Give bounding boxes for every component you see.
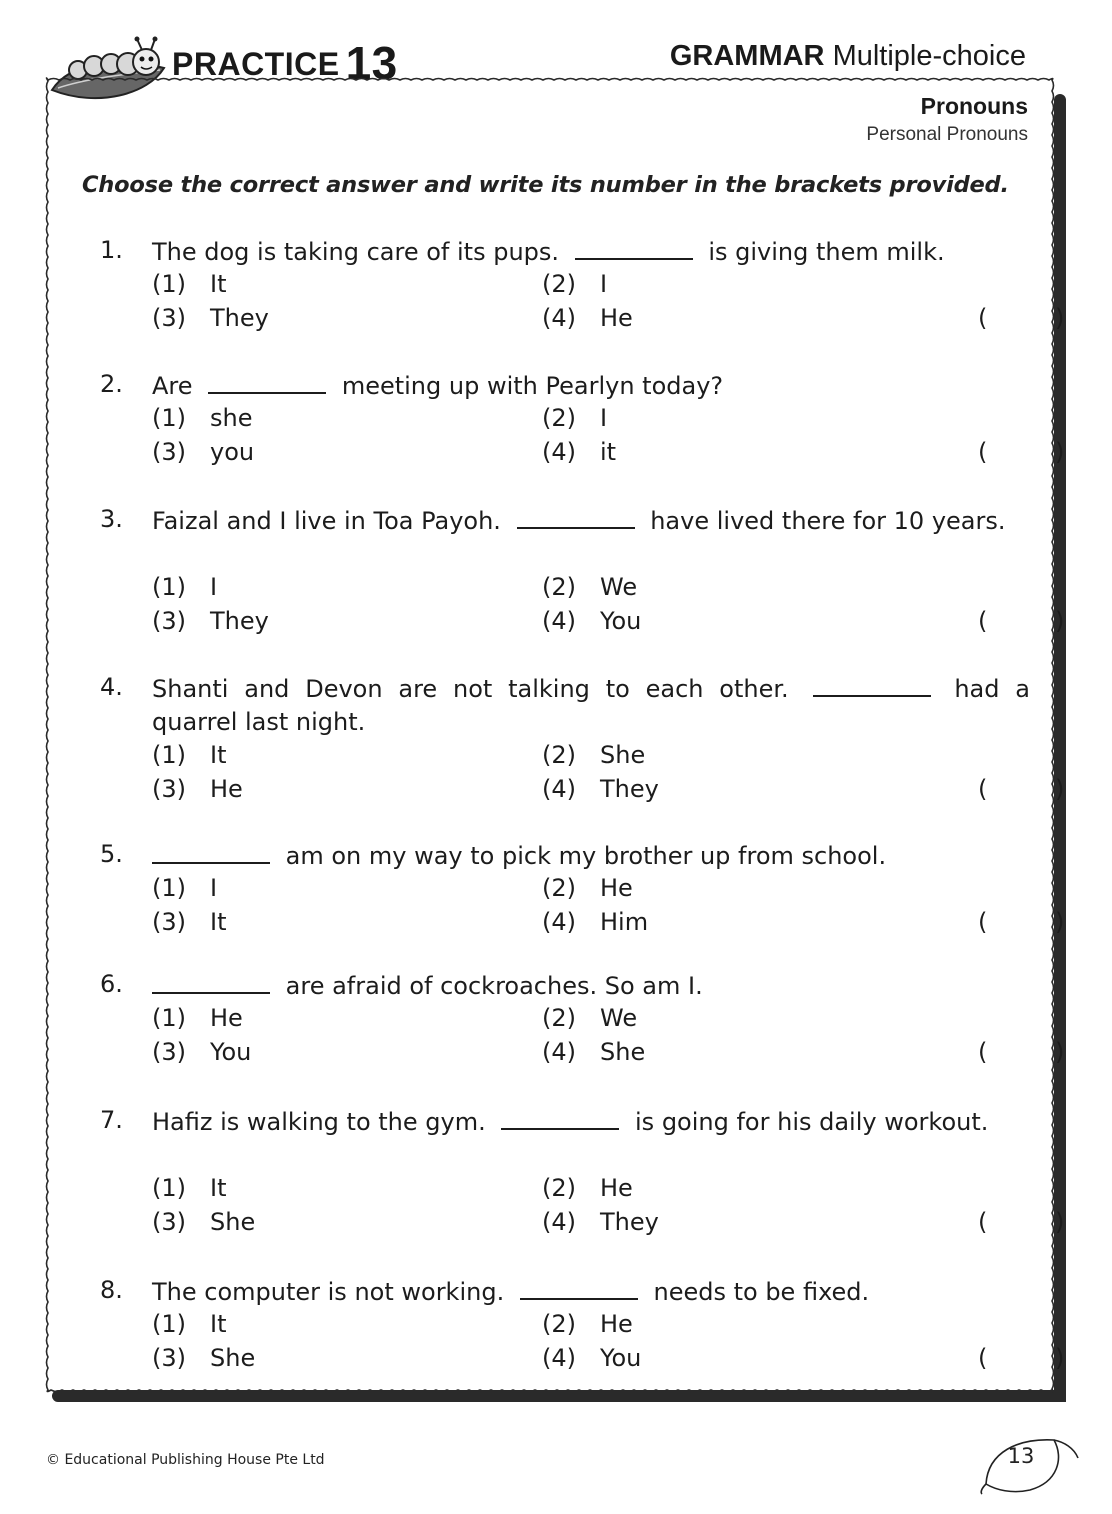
option-text: We: [600, 1004, 638, 1032]
option-number: (1): [152, 270, 186, 298]
question-text-before: Faizal and I live in Toa Payoh.: [152, 507, 501, 535]
answer-bracket[interactable]: ( ): [978, 1344, 1065, 1372]
option-text: You: [210, 1038, 252, 1066]
option-4: [542, 1208, 659, 1236]
option-4: [542, 1038, 645, 1066]
option-4: [542, 775, 659, 803]
option-text: she: [210, 404, 253, 432]
question-text-after: is going for his daily workout.: [635, 1108, 989, 1136]
option-2: [542, 1004, 637, 1032]
option-number: (4): [542, 607, 576, 635]
answer-blank[interactable]: [520, 1280, 638, 1300]
question-text-before: Hafiz is walking to the gym.: [152, 1108, 486, 1136]
question-number: 7.: [100, 1106, 123, 1134]
option-number: (4): [542, 775, 576, 803]
question-text: [152, 970, 1030, 1003]
option-text: It: [210, 741, 227, 769]
option-text: You: [600, 607, 642, 635]
answer-bracket[interactable]: ( ): [978, 1208, 1065, 1236]
option-number: (1): [152, 741, 186, 769]
question-text-after: needs to be fixed.: [653, 1278, 870, 1306]
question-text-before: Shanti and Devon are not talking to each other.: [152, 675, 789, 703]
topic-subtitle: Personal Pronouns: [866, 124, 1028, 145]
answer-bracket[interactable]: ( ): [978, 304, 1065, 332]
option-number: (3): [152, 1208, 186, 1236]
question-text-before: Are: [152, 372, 193, 400]
option-1: [152, 1310, 227, 1338]
option-1: [152, 270, 227, 298]
option-number: (2): [542, 1174, 576, 1202]
option-number: (3): [152, 438, 186, 466]
practice-title: PRACTICE 13: [172, 37, 398, 89]
option-3: [152, 304, 269, 332]
question-text-after: am on my way to pick my brother up from school.: [285, 842, 887, 870]
option-4: [542, 304, 633, 332]
option-text: I: [600, 404, 608, 432]
option-2: [542, 874, 633, 902]
question-text-before: The computer is not working.: [152, 1278, 505, 1306]
question-number: 3.: [100, 505, 123, 533]
answer-blank[interactable]: [575, 240, 693, 260]
option-text: They: [210, 607, 269, 635]
option-number: (1): [152, 1310, 186, 1338]
answer-bracket[interactable]: ( ): [978, 908, 1065, 936]
option-number: (1): [152, 1004, 186, 1032]
option-2: [542, 573, 637, 601]
section-title: GRAMMAR Multiple-choice: [669, 40, 1026, 72]
option-3: [152, 607, 269, 635]
practice-number: 13: [345, 37, 398, 89]
option-text: Him: [600, 908, 649, 936]
question-text: [152, 673, 1030, 739]
option-number: (3): [152, 1344, 186, 1372]
instruction-text: Choose the correct answer and write its number in the brackets provided.: [82, 172, 1009, 198]
option-text: you: [210, 438, 255, 466]
option-number: (2): [542, 1310, 576, 1338]
option-number: (4): [542, 1038, 576, 1066]
option-text: They: [210, 304, 269, 332]
copyright-notice: © Educational Publishing House Pte Ltd: [46, 1452, 325, 1468]
option-text: He: [600, 1174, 633, 1202]
question-text: [152, 840, 1030, 873]
option-text: He: [600, 874, 633, 902]
question-number: 1.: [100, 236, 123, 264]
answer-bracket[interactable]: ( ): [978, 607, 1065, 635]
option-number: (4): [542, 1208, 576, 1236]
option-4: [542, 438, 616, 466]
option-2: [542, 1174, 633, 1202]
answer-bracket[interactable]: ( ): [978, 1038, 1065, 1066]
option-text: He: [600, 304, 633, 332]
option-text: I: [600, 270, 608, 298]
question-text-after: have lived there for 10 years.: [650, 507, 1006, 535]
option-text: I: [210, 573, 218, 601]
option-text: It: [210, 1174, 227, 1202]
option-number: (2): [542, 874, 576, 902]
question-number: 5.: [100, 840, 123, 868]
answer-bracket[interactable]: ( ): [978, 438, 1065, 466]
option-text: She: [210, 1208, 256, 1236]
question-text-after: is giving them milk.: [708, 238, 945, 266]
option-4: [542, 1344, 641, 1372]
option-3: [152, 1208, 255, 1236]
option-number: (3): [152, 607, 186, 635]
option-text: it: [600, 438, 617, 466]
option-number: (2): [542, 1004, 576, 1032]
option-1: [152, 1174, 227, 1202]
option-number: (2): [542, 404, 576, 432]
option-4: [542, 607, 641, 635]
option-1: [152, 404, 252, 432]
option-3: [152, 1344, 255, 1372]
option-number: (4): [542, 1344, 576, 1372]
option-1: [152, 1004, 243, 1032]
question-text-after: had a quarrel last night.: [152, 675, 1030, 736]
option-number: (1): [152, 573, 186, 601]
option-text: She: [210, 1344, 256, 1372]
option-number: (3): [152, 1038, 186, 1066]
option-number: (2): [542, 741, 576, 769]
option-text: I: [210, 874, 218, 902]
option-1: [152, 573, 217, 601]
answer-blank[interactable]: [501, 1110, 619, 1130]
question-text: [152, 505, 1030, 538]
question-number: 8.: [100, 1276, 123, 1304]
question-text-after: meeting up with Pearlyn today?: [341, 372, 724, 400]
option-3: [152, 1038, 251, 1066]
option-1: [152, 874, 217, 902]
answer-bracket[interactable]: ( ): [978, 775, 1065, 803]
option-text: He: [210, 1004, 243, 1032]
option-2: [542, 741, 645, 769]
question-text-after: are afraid of cockroaches. So am I.: [285, 972, 703, 1000]
question-text: [152, 370, 1030, 403]
answer-blank[interactable]: [152, 974, 270, 994]
option-3: [152, 908, 227, 936]
option-text: He: [210, 775, 243, 803]
option-2: [542, 270, 607, 298]
option-number: (4): [542, 304, 576, 332]
answer-blank[interactable]: [208, 374, 326, 394]
topic-heading: [866, 93, 1028, 146]
option-text: You: [600, 1344, 642, 1372]
answer-blank[interactable]: [813, 677, 931, 697]
option-number: (1): [152, 404, 186, 432]
option-text: They: [600, 775, 659, 803]
answer-blank[interactable]: [517, 509, 635, 529]
question-text: [152, 236, 1030, 269]
option-3: [152, 775, 243, 803]
option-number: (1): [152, 1174, 186, 1202]
option-2: [542, 1310, 633, 1338]
option-text: We: [600, 573, 638, 601]
option-number: (2): [542, 573, 576, 601]
option-text: She: [600, 741, 646, 769]
option-text: It: [210, 270, 227, 298]
question-number: 2.: [100, 370, 123, 398]
page-number: 13: [1007, 1444, 1035, 1468]
option-text: It: [210, 908, 227, 936]
option-number: (3): [152, 304, 186, 332]
question-number: 4.: [100, 673, 123, 701]
option-text: They: [600, 1208, 659, 1236]
option-2: [542, 404, 607, 432]
question-text-before: The dog is taking care of its pups.: [152, 238, 560, 266]
option-number: (3): [152, 775, 186, 803]
option-3: [152, 438, 254, 466]
question-text: [152, 1276, 1030, 1309]
question-number: 6.: [100, 970, 123, 998]
option-text: It: [210, 1310, 227, 1338]
option-1: [152, 741, 227, 769]
question-text: [152, 1106, 1030, 1139]
option-number: (2): [542, 270, 576, 298]
option-number: (4): [542, 438, 576, 466]
option-text: She: [600, 1038, 646, 1066]
option-number: (4): [542, 908, 576, 936]
answer-blank[interactable]: [152, 844, 270, 864]
option-text: He: [600, 1310, 633, 1338]
option-4: [542, 908, 648, 936]
topic-title: Pronouns: [920, 93, 1028, 119]
option-number: (1): [152, 874, 186, 902]
option-number: (3): [152, 908, 186, 936]
